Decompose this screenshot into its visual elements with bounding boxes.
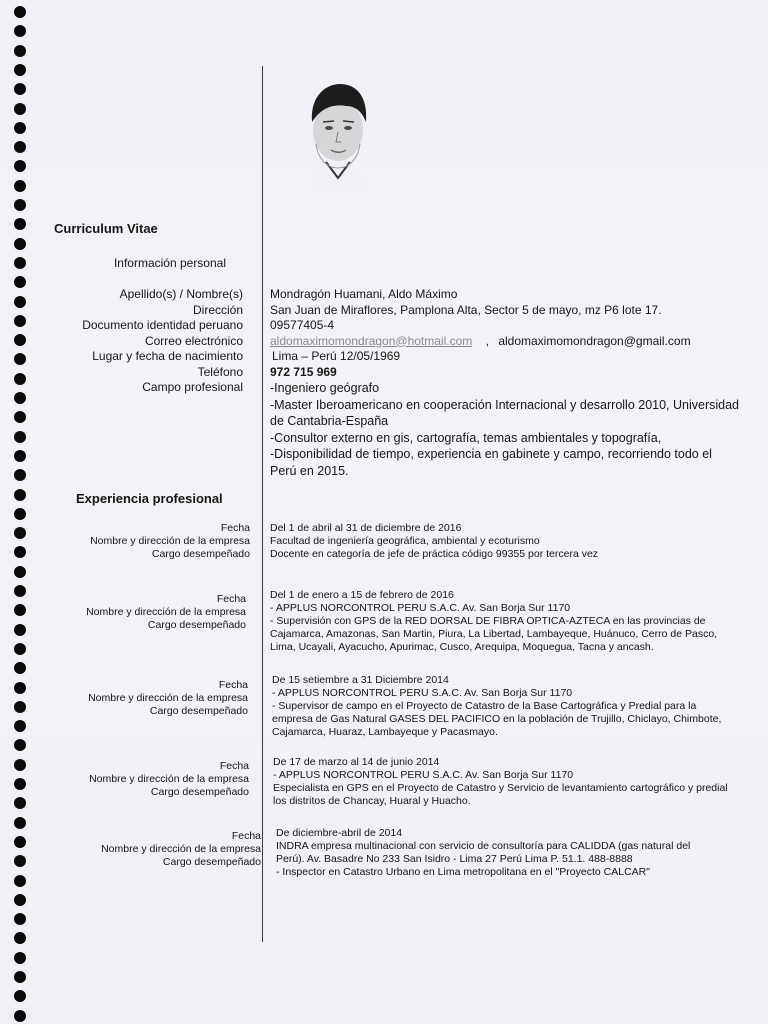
experience-labels-1 bbox=[90, 522, 250, 561]
label-fecha: Fecha bbox=[231, 830, 261, 842]
entry-line: Cajamarca, Huaraz, Lambayeque y Pacasmayo. bbox=[272, 726, 498, 738]
binder-hole bbox=[14, 103, 26, 115]
professional-field bbox=[270, 380, 739, 479]
binder-hole bbox=[14, 141, 26, 153]
experience-entry-5 bbox=[276, 827, 690, 879]
label-cargo: Cargo desempeñado bbox=[150, 786, 249, 798]
entry-line: Facultad de ingeniería geográfica, ambiental y ecoturismo bbox=[270, 535, 540, 547]
binder-hole bbox=[14, 566, 26, 578]
label-birth: Lugar y fecha de nacimiento bbox=[92, 349, 243, 363]
binder-holes bbox=[14, 0, 34, 1024]
cv-title: Curriculum Vitae bbox=[54, 221, 158, 236]
binder-hole bbox=[14, 643, 26, 655]
binder-hole bbox=[14, 508, 26, 520]
binder-hole bbox=[14, 990, 26, 1002]
label-address: Dirección bbox=[192, 302, 243, 317]
binder-hole bbox=[14, 952, 26, 964]
binder-hole bbox=[14, 315, 26, 327]
binder-hole bbox=[14, 817, 26, 829]
label-empresa: Nombre y dirección de la empresa bbox=[86, 606, 246, 618]
binder-hole bbox=[14, 855, 26, 867]
profile-photo bbox=[296, 78, 380, 186]
entry-line: De 15 setiembre a 31 Diciembre 2014 bbox=[272, 674, 449, 686]
email-separator: , bbox=[485, 333, 489, 348]
experience-entry-2 bbox=[270, 589, 717, 654]
field-line: -Disponibilidad de tiempo, experiencia en gabinete y campo, recorriendo todo el bbox=[270, 447, 712, 461]
entry-line: - Supervisión con GPS de la RED DORSAL DE FIBRA OPTICA-AZTECA en las provincias de bbox=[270, 615, 706, 627]
binder-hole bbox=[14, 739, 26, 751]
binder-hole bbox=[14, 83, 26, 95]
field-line: Perú en 2015. bbox=[270, 463, 349, 478]
experience-labels-5 bbox=[101, 830, 261, 869]
entry-line: Especialista en GPS en el Proyecto de Catastro y Servicio de levantamiento cartográfico y predial bbox=[273, 782, 728, 794]
entry-line: - APPLUS NORCONTROL PERU S.A.C. Av. San Borja Sur 1170 bbox=[270, 602, 571, 614]
binder-hole bbox=[14, 373, 26, 385]
entry-line: Del 1 de abril al 31 de diciembre de 2016 bbox=[270, 522, 462, 534]
value-document: 09577405-4 bbox=[270, 318, 335, 332]
binder-hole bbox=[14, 276, 26, 288]
binder-hole bbox=[14, 218, 26, 230]
label-empresa: Nombre y dirección de la empresa bbox=[101, 843, 261, 855]
email-link-hotmail[interactable]: aldomaximomondragon@hotmail.com bbox=[270, 333, 473, 348]
entry-line: - Inspector en Catastro Urbano en Lima metropolitana en el "Proyecto CALCAR" bbox=[276, 866, 650, 878]
binder-hole bbox=[14, 759, 26, 771]
entry-line: Docente en categoría de jefe de práctica código 99355 por tercera vez bbox=[270, 548, 599, 560]
binder-hole bbox=[14, 932, 26, 944]
personal-section-label: Información personal bbox=[113, 256, 226, 270]
entry-line: los distritos de Chancay, Huaral y Huacho. bbox=[273, 795, 471, 807]
entry-line: Lima, Ucayali, Ayacucho, Apurimac, Cusco, Arequipa, Moquegua, Tacna y ancash. bbox=[270, 641, 654, 653]
binder-hole bbox=[14, 296, 26, 308]
experience-labels-2 bbox=[86, 593, 246, 632]
label-fecha: Fecha bbox=[220, 522, 250, 534]
binder-hole bbox=[14, 778, 26, 790]
label-field: Campo profesional bbox=[142, 380, 243, 394]
binder-hole bbox=[14, 392, 26, 404]
experience-labels-4 bbox=[89, 760, 249, 799]
entry-line: Perú). Av. Basadre No 233 San Isidro - Lima 27 Perú Lima P. 51.1. 488-8888 bbox=[276, 853, 633, 865]
binder-hole bbox=[14, 450, 26, 462]
binder-hole bbox=[14, 836, 26, 848]
label-name: Apellido(s) / Nombre(s) bbox=[119, 287, 243, 301]
label-empresa: Nombre y dirección de la empresa bbox=[88, 692, 248, 704]
field-line: de Cantabria-España bbox=[270, 414, 389, 428]
personal-values bbox=[270, 287, 691, 380]
label-fecha: Fecha bbox=[219, 760, 249, 772]
column-divider bbox=[262, 66, 263, 942]
binder-hole bbox=[14, 199, 26, 211]
binder-hole bbox=[14, 334, 26, 346]
binder-hole bbox=[14, 894, 26, 906]
label-cargo: Cargo desempeñado bbox=[147, 619, 246, 631]
experience-entry-1 bbox=[270, 522, 598, 561]
binder-hole bbox=[14, 546, 26, 558]
binder-hole bbox=[14, 971, 26, 983]
entry-line: empresa de Gas Natural GASES DEL PACIFICO en la población de Trujillo, Chiclayo, Chimbote, bbox=[272, 713, 722, 725]
label-email: Correo electrónico bbox=[144, 333, 243, 348]
entry-line: Del 1 de enero a 15 de febrero de 2016 bbox=[270, 589, 454, 601]
binder-hole bbox=[14, 1010, 26, 1022]
label-document: Documento identidad peruano bbox=[82, 318, 243, 332]
binder-hole bbox=[14, 257, 26, 269]
binder-hole bbox=[14, 180, 26, 192]
binder-hole bbox=[14, 875, 26, 887]
label-fecha: Fecha bbox=[218, 679, 248, 691]
binder-hole bbox=[14, 701, 26, 713]
label-phone: Teléfono bbox=[197, 364, 243, 379]
binder-hole bbox=[14, 469, 26, 481]
value-birth: Lima – Perú 12/05/1969 bbox=[272, 349, 401, 363]
binder-hole bbox=[14, 624, 26, 636]
value-address: San Juan de Miraflores, Pamplona Alta, Sector 5 de mayo, mz P6 lote 17. bbox=[270, 302, 662, 317]
binder-hole bbox=[14, 682, 26, 694]
label-empresa: Nombre y dirección de la empresa bbox=[89, 773, 249, 785]
binder-hole bbox=[14, 6, 26, 18]
field-line: -Consultor externo en gis, cartografía, temas ambientales y topografía, bbox=[270, 430, 662, 445]
binder-hole bbox=[14, 25, 26, 37]
binder-hole bbox=[14, 527, 26, 539]
experience-labels-3 bbox=[88, 679, 248, 718]
label-cargo: Cargo desempeñado bbox=[162, 856, 261, 868]
entry-line: De diciembre-abril de 2014 bbox=[276, 827, 403, 839]
binder-hole bbox=[14, 64, 26, 76]
binder-hole bbox=[14, 45, 26, 57]
binder-hole bbox=[14, 489, 26, 501]
binder-hole bbox=[14, 720, 26, 732]
entry-line: - APPLUS NORCONTROL PERU S.A.C. Av. San Borja Sur 1170 bbox=[273, 769, 574, 781]
binder-hole bbox=[14, 353, 26, 365]
binder-hole bbox=[14, 797, 26, 809]
email-gmail[interactable]: aldomaximomondragon@gmail.com bbox=[498, 333, 691, 348]
binder-hole bbox=[14, 913, 26, 925]
entry-line: - APPLUS NORCONTROL PERU S.A.C. Av. San Borja Sur 1170 bbox=[272, 687, 573, 699]
binder-hole bbox=[14, 411, 26, 423]
value-emails bbox=[270, 334, 691, 350]
binder-hole bbox=[14, 585, 26, 597]
binder-hole bbox=[14, 431, 26, 443]
field-line: -Master Iberoamericano en cooperación Internacional y desarrollo 2010, Universidad bbox=[270, 397, 740, 412]
experience-entry-3 bbox=[272, 674, 721, 739]
label-cargo: Cargo desempeñado bbox=[151, 548, 250, 560]
binder-hole bbox=[14, 238, 26, 250]
binder-hole bbox=[14, 122, 26, 134]
binder-hole bbox=[14, 604, 26, 616]
personal-labels bbox=[82, 287, 243, 396]
label-empresa: Nombre y dirección de la empresa bbox=[90, 535, 250, 547]
value-name: Mondragón Huamani, Aldo Máximo bbox=[270, 287, 458, 301]
entry-line: - Supervisor de campo en el Proyecto de Catastro de la Base Cartográfica y Predial para la bbox=[272, 700, 697, 712]
entry-line: Cajamarca, Amazonas, San Martin, Piura, La Libertad, Lambayeque, Huánuco, Cerro de Pasco, bbox=[270, 628, 718, 640]
value-phone: 972 715 969 bbox=[270, 364, 337, 379]
binder-hole bbox=[14, 160, 26, 172]
label-fecha: Fecha bbox=[216, 593, 246, 605]
entry-line: De 17 de marzo al 14 de junio 2014 bbox=[273, 756, 440, 768]
field-line: -Ingeniero geógrafo bbox=[270, 381, 380, 395]
binder-hole bbox=[14, 662, 26, 674]
label-cargo: Cargo desempeñado bbox=[149, 705, 248, 717]
experience-heading: Experiencia profesional bbox=[76, 491, 223, 506]
entry-line: INDRA empresa multinacional con servicio de consultoría para CALIDDA (gas natural del bbox=[276, 840, 691, 852]
experience-entry-4 bbox=[273, 756, 728, 808]
